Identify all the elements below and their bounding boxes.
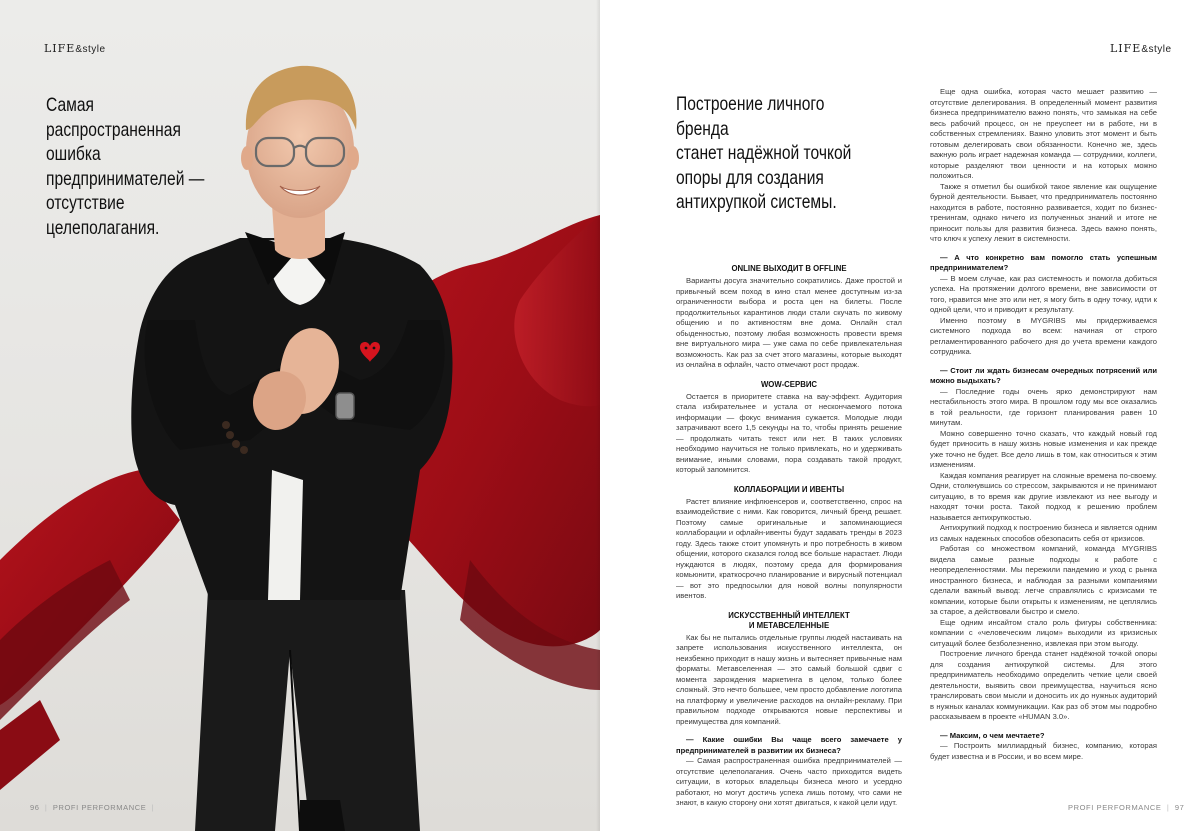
pull-quote-right: Построение личного бренда станет надёжной точкой опоры для создания антихрупкой системы. <box>676 93 852 213</box>
section-heading: WOW-СЕРВИС <box>760 379 818 389</box>
section-heading: ИСКУССТВЕННЫЙ ИНТЕЛЛЕКТ И МЕТАВСЕЛЕННЫЕ <box>728 610 850 630</box>
body-paragraph: Антихрупкий подход к построению бизнеса и является одним из самых надежных способов обезопасить себя от кризисов. <box>930 523 1157 543</box>
body-paragraph: — В моем случае, как раз системность и помогла добиться успеха. На протяжении долгого времени, вне зависимости от того, нравится мне это или нет, я могу бить в одну точку, идти к одной цели, что и приводит к результату. <box>930 273 1157 314</box>
article-column-1 <box>676 264 902 809</box>
body-paragraph: Еще одним инсайтом стало роль фигуры собственника: компании с «человеческим лицом» выходили из кризисных ситуаций более безболезненно, извлекая при этом выгоду. <box>930 617 1157 648</box>
body-paragraph: Как бы не пытались отдельные группы людей настаивать на запрете использования искусственного интеллекта, он неизбежно приходит в нашу жизнь и вытесняет привычные нам форматы. Метавселенная — это самый большой сдвиг с момента зарождения маркетинга в целом, только более сложный. Это нечто большее, чем просто добавление логотипа на платформу и увеличение расходов на онлайн-рекламу. При правильном подходе открываются новые перспективы и преимущества для компаний. <box>676 632 902 726</box>
body-paragraph: — Самая распространенная ошибка предпринимателей — отсутствие целеполагания. Очень часто приходится видеть ситуации, в которых владельцы бизнеса много и усердно работают, но могут достичь успеха лишь потому, что сами не знают, в какую сторону они хотят двигаться, к какой цели идут. <box>676 756 902 807</box>
body-paragraph: Также я отметил бы ошибкой такое явление как ощущение бурной деятельности. Бывает, что предприниматель постоянно находится в работе, постоянно развивается, ходит по бизнес-тренингам, однако ничего из полученных знаний и итоге не приносит пользы для развития бизнеса. Здесь важно понять, что ключ к успеху лежит в системности. <box>930 181 1157 243</box>
body-paragraph: Можно совершенно точно сказать, что каждый новый год будет приносить в нашу жизнь новые изменения и как прежде уже точно не будет. Все дело лишь в том, как относиться к этим изменениям. <box>930 428 1157 469</box>
interview-question: — Стоит ли ждать бизнесам очередных потрясений или можно выдыхать? <box>930 365 1157 385</box>
body-paragraph: Остается в приоритете ставка на вау-эффект. Аудитория стала избирательнее и устала от нескончаемого потока информации — фокус внимания сужается. Молодые люди затрачивают всего 1,5 секунды на то, чтобы принять решение — продолжать читать текст или нет. В таких условиях необходимо научиться не только привлекать, но и удерживать внимание, иными словами, пора создавать такой продукт, который запомнится. <box>676 391 902 474</box>
body-paragraph: Работая со множеством компаний, команда MYGRIBS видела самые разные подходы к работе с неопределенностями. Мы пережили пандемию и уход с рынка иностранного бизнеса, и наблюдая за разными компаниями сделали важный вывод: легче справлялись с кризисами те компании, которые были открыты к изменениям, не цеплялись за старое, а действовали быстро и смело. <box>930 544 1157 616</box>
brand-logo: LIFE&style <box>44 42 106 55</box>
section-heading: КОЛЛАБОРАЦИИ И ИВЕНТЫ <box>733 484 845 494</box>
article-column-2 <box>930 87 1157 762</box>
section-heading: ONLINE ВЫХОДИТ В OFFLINE <box>731 264 847 273</box>
body-paragraph: Варианты досуга значительно сократились. Даже простой и привычный всем поход в кино стал менее доступным из-за ограниченности выбора и роста цен на билеты. После продолжительных карантинов люди стали скучать по живому общению и по активностям вне дома. Онлайн стал обыденностью, поэтому любая возможность провести время вне виртуального мира — уже сама по себе привлекательная возможность. Как раз за счет этого магазины, которые выходят из онлайна в офлайн, часто отмечают рост продаж. <box>676 276 902 369</box>
interview-question: — Максим, о чем мечтаете? <box>940 730 1045 740</box>
magazine-name: PROFI PERFORMANCE <box>1068 803 1162 812</box>
footer-right: PROFI PERFORMANCE | 97 <box>1068 803 1185 812</box>
body-paragraph: Каждая компания реагирует на сложные времена по-своему. Одни, столкнувшись со стрессом, закрываются и не принимают ситуацию, в то время как другие извлекают из нее выгоду и находят точки роста. Такой подход к решению проблем называется антихрупкостью. <box>930 470 1157 522</box>
body-paragraph: Еще одна ошибка, которая часто мешает развитию — отсутствие делегирования. В определенный момент развития бизнеса предпринимателю важно понять, что замыкая на себе весь рабочий процесс, он не преуспеет ни в работе, ни в собственных стремлениях. Важно уловить этот момент и быть готовым делегировать свои обязанности. Конечно же, здесь важную роль играет надежная команда — сотрудники, коллеги, которые разделяют твои ценности и на которых можно положиться. <box>930 87 1157 180</box>
body-paragraph: — Последние годы очень ярко демонстрируют нам нестабильность этого мира. В прошлом году мы все оказались в той реальности, где горизонт планирования равен 10 минутам. <box>930 386 1157 427</box>
body-paragraph: — Построить миллиардный бизнес, компанию, которая будет известна и в России, и во всем мире. <box>930 741 1157 761</box>
footer-left: 96 | PROFI PERFORMANCE | <box>30 803 155 812</box>
body-paragraph: Растет влияние инфлюенсеров и, соответственно, спрос на взаимодействие с ними. Как говорится, личный бренд решает. Поэтому самые оригинальные и запоминающиеся коллаборации и офлайн-ивенты будут задавать тренды в 2023 году. Здесь также стоит упомянуть и про потребность в живом общении, которого сказался голод все больше нарастает. Люди нуждаются в людях, поэтому среда для формирования комьюнити, краткосрочно планирование и вирусный потенциал — вот это предпосылки для новой волны популярности ивентов. <box>676 496 902 600</box>
magazine-name: PROFI PERFORMANCE <box>52 803 147 812</box>
body-paragraph: Именно поэтому в MYGRIBS мы придерживаемся системного подхода во всем: начиная от строго регламентированного рабочего дня до учета времени каждого сотрудника. <box>930 315 1157 356</box>
page-number: 96 <box>30 803 40 812</box>
interview-question: — А что конкретно вам помогло стать успешным предпринимателем? <box>930 252 1157 272</box>
interview-question: — Какие ошибки Вы чаще всего замечаете у предпринимателей в развитии их бизнеса? <box>676 735 902 755</box>
pull-quote-left: Самая распространенная ошибка предпринимателей — отсутствие целеполагания. <box>46 94 205 239</box>
brand-logo-right: LIFE&style <box>1110 42 1172 55</box>
body-paragraph: Построение личного бренда станет надёжной точкой опоры для создания антихрупкой системы. Для этого предприниматель необходимо определить четкие цели своей деятельности, выявить свои преимущества, научиться ясно транслировать свои мысли и доносить их до нужных аудиторий в нужных каналах коммуникации. Как раз об этом мы подробно рассказываем в проекте «HUMAN 3.0». <box>930 649 1157 721</box>
page-number: 97 <box>1174 803 1185 812</box>
